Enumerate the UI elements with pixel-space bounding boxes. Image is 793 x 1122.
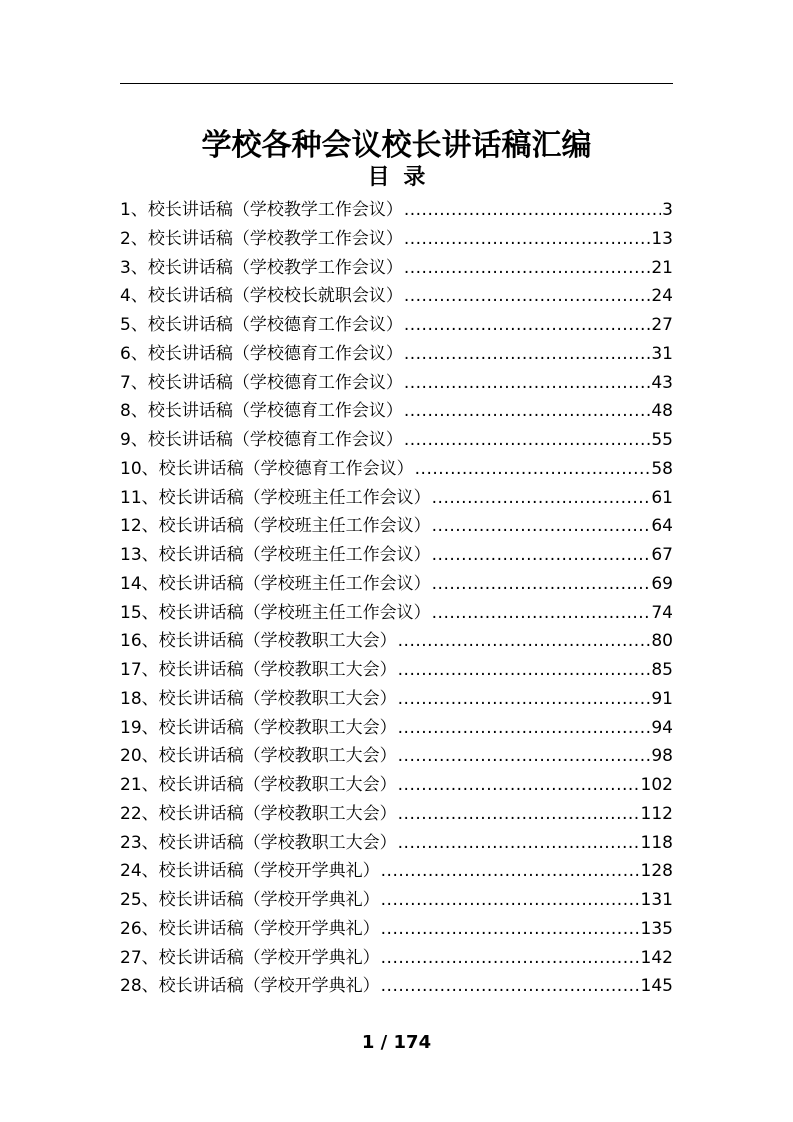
toc-entry-label: 12、校长讲话稿（学校班主任工作会议） xyxy=(120,516,431,537)
toc-entry-label: 13、校长讲话稿（学校班主任工作会议） xyxy=(120,545,431,565)
toc-entry[interactable] xyxy=(120,944,673,973)
dot-leader xyxy=(381,972,640,1001)
toc-entry-page: 80 xyxy=(651,631,673,652)
toc-entry[interactable] xyxy=(120,397,673,426)
dot-leader xyxy=(404,369,651,398)
toc-entry-label: 5、校长讲话稿（学校德育工作会议） xyxy=(120,315,403,335)
toc-entry-page: 58 xyxy=(651,458,673,479)
toc-entry-label: 11、校长讲话稿（学校班主任工作会议） xyxy=(120,487,431,508)
toc-entry-page: 31 xyxy=(651,343,673,364)
toc-entry-page: 98 xyxy=(651,746,673,767)
toc-entry-label: 21、校长讲话稿（学校教职工大会） xyxy=(120,775,397,795)
toc-entry-label: 23、校长讲话稿（学校教职工大会） xyxy=(120,832,397,853)
toc-entry-page: 91 xyxy=(651,688,673,709)
toc-entry-label: 20、校长讲话稿（学校教职工大会） xyxy=(120,746,397,767)
toc-entry[interactable] xyxy=(120,455,673,484)
toc-entry-label: 2、校长讲话稿（学校教学工作会议） xyxy=(120,228,403,249)
toc-entry[interactable] xyxy=(120,972,673,1001)
toc-entry-label: 22、校长讲话稿（学校教职工大会） xyxy=(120,803,397,824)
toc-entry-page: 61 xyxy=(651,487,673,508)
dot-leader xyxy=(381,944,640,973)
dot-leader xyxy=(398,656,651,685)
dot-leader xyxy=(404,311,651,340)
dot-leader xyxy=(398,800,640,829)
dot-leader xyxy=(404,196,661,225)
toc-entry-label: 7、校长讲话稿（学校德育工作会议） xyxy=(120,372,403,393)
toc-entry[interactable] xyxy=(120,282,673,311)
toc-entry-label: 6、校长讲话稿（学校德育工作会议） xyxy=(120,343,403,364)
toc-entry-page: 67 xyxy=(651,545,673,565)
toc-entry[interactable] xyxy=(120,484,673,513)
page-indicator: 1 / 174 xyxy=(361,1032,432,1053)
toc-entry-label: 9、校长讲话稿（学校德育工作会议） xyxy=(120,430,403,450)
document-title: 学校各种会议校长讲话稿汇编 xyxy=(201,128,592,163)
toc-entry[interactable] xyxy=(120,742,673,771)
toc-entry-page: 94 xyxy=(651,717,673,738)
toc-entry-label: 15、校长讲话稿（学校班主任工作会议） xyxy=(120,602,431,623)
toc-entry-page: 74 xyxy=(651,602,673,623)
toc-heading: 目 录 xyxy=(367,165,426,190)
dot-leader xyxy=(381,915,640,944)
dot-leader xyxy=(432,541,651,570)
toc-entry-label: 8、校长讲话稿（学校德育工作会议） xyxy=(120,401,403,422)
dot-leader xyxy=(398,685,651,714)
dot-leader xyxy=(432,484,651,513)
toc-entry-label: 28、校长讲话稿（学校开学典礼） xyxy=(120,976,380,997)
toc-entry-page: 55 xyxy=(651,430,673,450)
toc-entry[interactable] xyxy=(120,570,673,599)
table-of-contents xyxy=(120,196,673,1001)
dot-leader xyxy=(381,857,640,886)
toc-entry[interactable] xyxy=(120,512,673,541)
dot-leader xyxy=(398,627,651,656)
toc-entry-label: 14、校长讲话稿（学校班主任工作会议） xyxy=(120,573,431,594)
dot-leader xyxy=(432,570,651,599)
toc-entry-page: 13 xyxy=(651,228,673,249)
toc-entry[interactable] xyxy=(120,627,673,656)
header-rule xyxy=(120,83,673,84)
toc-entry-label: 24、校长讲话稿（学校开学典礼） xyxy=(120,861,380,882)
toc-entry-label: 19、校长讲话稿（学校教职工大会） xyxy=(120,717,397,738)
dot-leader xyxy=(404,397,651,426)
toc-entry-page: 64 xyxy=(651,516,673,537)
dot-leader xyxy=(432,599,651,628)
toc-entry-page: 145 xyxy=(640,976,673,997)
toc-entry[interactable] xyxy=(120,886,673,915)
toc-entry-label: 1、校长讲话稿（学校教学工作会议） xyxy=(120,200,403,220)
toc-entry-page: 69 xyxy=(651,573,673,594)
toc-entry[interactable] xyxy=(120,254,673,283)
toc-entry[interactable] xyxy=(120,771,673,800)
dot-leader xyxy=(432,512,651,541)
toc-entry-page: 85 xyxy=(651,660,673,680)
toc-entry[interactable] xyxy=(120,800,673,829)
toc-entry-page: 27 xyxy=(651,315,673,335)
toc-entry-label: 17、校长讲话稿（学校教职工大会） xyxy=(120,660,397,680)
toc-entry-page: 131 xyxy=(640,890,673,910)
toc-entry[interactable] xyxy=(120,857,673,886)
toc-entry-page: 135 xyxy=(640,918,673,939)
toc-entry-page: 48 xyxy=(651,401,673,422)
dot-leader xyxy=(415,455,651,484)
dot-leader xyxy=(398,714,651,743)
toc-entry-page: 112 xyxy=(640,803,673,824)
toc-entry[interactable] xyxy=(120,599,673,628)
toc-entry[interactable] xyxy=(120,340,673,369)
dot-leader xyxy=(404,340,651,369)
toc-entry[interactable] xyxy=(120,915,673,944)
toc-entry-label: 18、校长讲话稿（学校教职工大会） xyxy=(120,688,397,709)
toc-entry-label: 25、校长讲话稿（学校开学典礼） xyxy=(120,890,380,910)
toc-entry-page: 102 xyxy=(640,775,673,795)
dot-leader xyxy=(404,254,651,283)
toc-entry-page: 3 xyxy=(662,200,673,220)
toc-entry-page: 118 xyxy=(640,832,673,853)
toc-entry-label: 3、校长讲话稿（学校教学工作会议） xyxy=(120,257,403,278)
toc-entry[interactable] xyxy=(120,426,673,455)
toc-entry[interactable] xyxy=(120,685,673,714)
toc-entry[interactable] xyxy=(120,369,673,398)
dot-leader xyxy=(404,282,651,311)
toc-entry[interactable] xyxy=(120,225,673,254)
toc-entry-label: 27、校长讲话稿（学校开学典礼） xyxy=(120,947,380,968)
toc-entry[interactable] xyxy=(120,829,673,858)
toc-entry[interactable] xyxy=(120,714,673,743)
toc-entry[interactable] xyxy=(120,541,673,570)
dot-leader xyxy=(398,742,651,771)
dot-leader xyxy=(381,886,640,915)
toc-entry-page: 21 xyxy=(651,257,673,278)
dot-leader xyxy=(398,829,640,858)
toc-entry-page: 128 xyxy=(640,861,673,882)
toc-entry[interactable] xyxy=(120,656,673,685)
toc-entry-label: 16、校长讲话稿（学校教职工大会） xyxy=(120,631,397,652)
toc-entry[interactable] xyxy=(120,311,673,340)
toc-entry-page: 43 xyxy=(651,372,673,393)
toc-entry-label: 4、校长讲话稿（学校校长就职会议） xyxy=(120,286,403,307)
toc-entry-page: 24 xyxy=(651,286,673,307)
toc-entry[interactable] xyxy=(120,196,673,225)
toc-entry-label: 10、校长讲话稿（学校德育工作会议） xyxy=(120,458,414,479)
dot-leader xyxy=(404,225,651,254)
dot-leader xyxy=(398,771,640,800)
toc-entry-label: 26、校长讲话稿（学校开学典礼） xyxy=(120,918,380,939)
toc-entry-page: 142 xyxy=(640,947,673,968)
dot-leader xyxy=(404,426,651,455)
